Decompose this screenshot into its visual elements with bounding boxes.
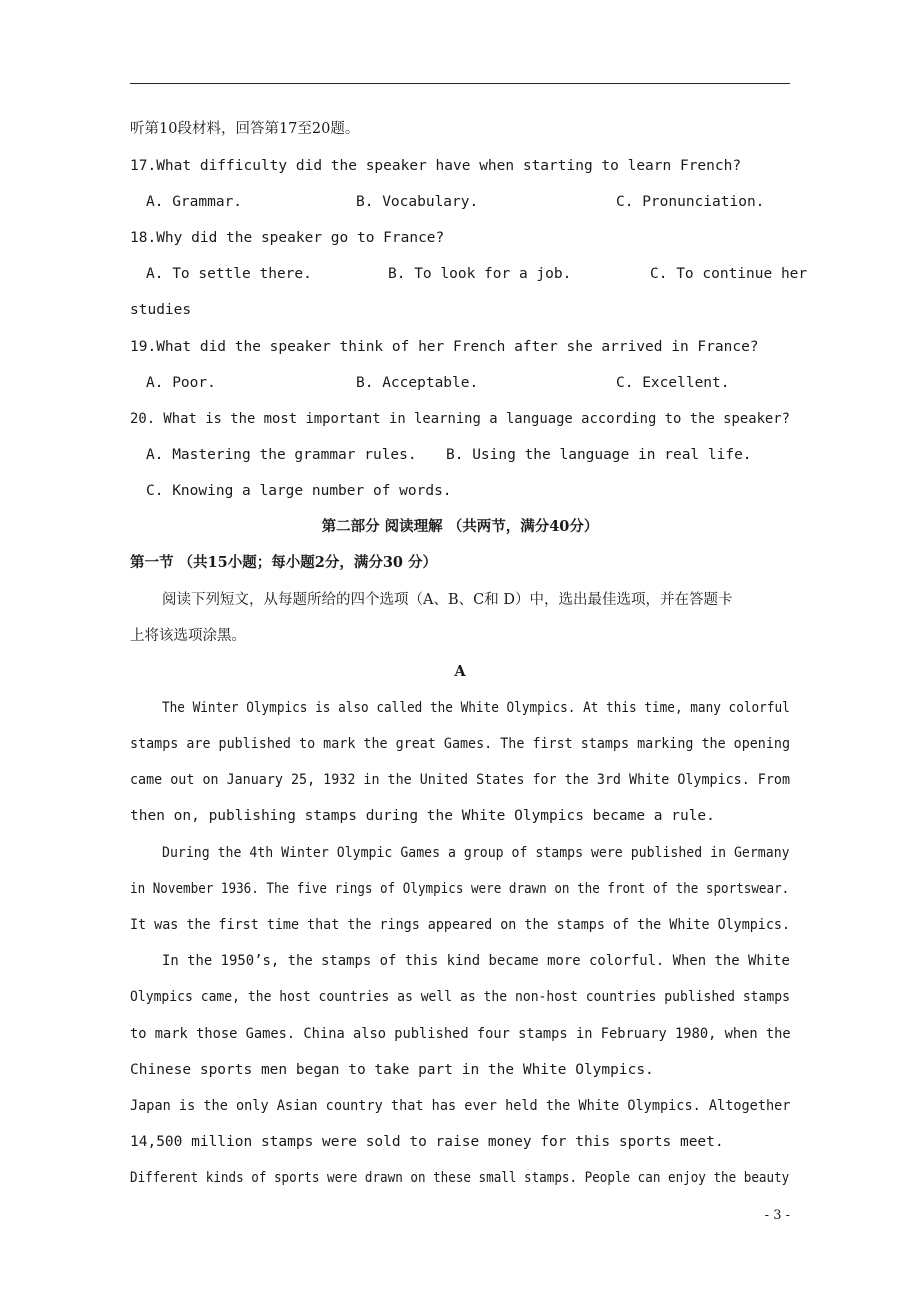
header-rule: [130, 83, 790, 84]
passage-line: It was the first time that the rings appeared on the stamps of the White Olympics.: [130, 917, 791, 933]
q20-option-b: B. Using the language in real life.: [446, 447, 752, 463]
part-two-title: 第二部分 阅读理解 （共两节，满分40分）: [321, 518, 599, 535]
instructions-line-1: 阅读下列短文，从每题所给的四个选项（A、B、C和 D）中，选出最佳选项，并在答题卡: [162, 592, 733, 608]
section-intro: 听第10段材料，回答第17至20题。: [130, 121, 360, 137]
passage-line: Olympics came, the host countries as well as the non-host countries published stamps: [130, 989, 790, 1005]
passage-line: then on, publishing stamps during the White Olympics became a rule.: [130, 808, 715, 824]
question-19: 19.What did the speaker think of her French after she arrived in France?: [130, 339, 759, 355]
instructions-line-2: 上将该选项涂黑。: [130, 628, 246, 644]
section-one-title: 第一节 （共15小题；每小题2分，满分30 分）: [130, 554, 438, 571]
q20-option-c: C. Knowing a large number of words.: [146, 483, 452, 499]
question-20: 20. What is the most important in learning a language according to the speaker?: [130, 411, 791, 427]
q17-option-c: C. Pronunciation.: [616, 194, 765, 210]
q19-option-b: B. Acceptable.: [356, 375, 479, 391]
passage-line: During the 4th Winter Olympic Games a group of stamps were published in Germany: [162, 845, 790, 861]
q19-option-c: C. Excellent.: [616, 375, 730, 391]
passage-line: The Winter Olympics is also called the White Olympics. At this time, many colorful: [162, 700, 790, 716]
passage-line: In the 1950’s, the stamps of this kind became more colorful. When the White: [162, 953, 790, 969]
passage-line: 14,500 million stamps were sold to raise money for this sports meet.: [130, 1134, 724, 1150]
question-18: 18.Why did the speaker go to France?: [130, 230, 445, 246]
q18-option-a: A. To settle there.: [146, 266, 312, 282]
passage-line: Japan is the only Asian country that has ever held the White Olympics. Altogether: [130, 1098, 791, 1114]
passage-line: to mark those Games. China also published four stamps in February 1980, when the: [130, 1026, 791, 1042]
page-number: - 3 -: [764, 1208, 790, 1223]
passage-line: stamps are published to mark the great Games. The first stamps marking the opening: [130, 736, 791, 752]
passage-line: Chinese sports men began to take part in the White Olympics.: [130, 1062, 654, 1078]
q20-option-a: A. Mastering the grammar rules.: [146, 447, 417, 463]
q18-option-b: B. To look for a job.: [388, 266, 572, 282]
q18-option-c: C. To continue her: [650, 266, 808, 282]
question-17: 17.What difficulty did the speaker have when starting to learn French?: [130, 158, 742, 174]
passage-line: Different kinds of sports were drawn on these small stamps. People can enjoy the beauty: [130, 1170, 790, 1186]
passage-line: in November 1936. The five rings of Olympics were drawn on the front of the sportswear.: [130, 881, 790, 897]
passage-label: A: [454, 663, 466, 680]
q17-option-b: B. Vocabulary.: [356, 194, 479, 210]
q19-option-a: A. Poor.: [146, 375, 216, 391]
passage-line: came out on January 25, 1932 in the United States for the 3rd White Olympics. From: [130, 772, 791, 788]
q17-option-a: A. Grammar.: [146, 194, 243, 210]
q18-option-c-cont: studies: [130, 302, 192, 318]
